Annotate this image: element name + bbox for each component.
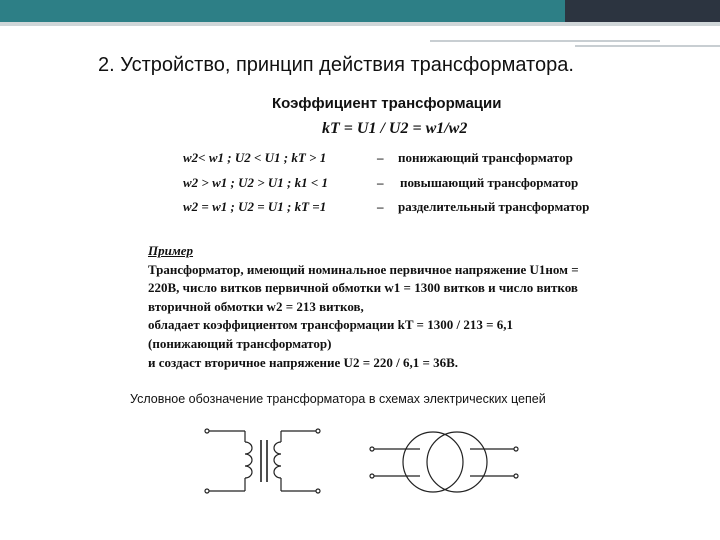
relation-condition: w2 = w1 ; U2 = U1 ; kT =1 [183,199,327,214]
relation-condition: w2< w1 ; U2 < U1 ; kT > 1 [183,150,327,165]
example-line: (понижающий трансформатор) [148,335,332,351]
example-line: Трансформатор, имеющий номинальное первичное напряжение U1ном = [148,261,579,277]
circle-transformer-symbol [370,432,518,492]
coefficient-heading: Коэффициент трансформации [272,95,502,112]
relation-description: разделительный трансформатор [398,199,590,214]
example-heading: Пример [148,243,194,258]
example-line: обладает коэффициентом трансформации kT = 1300 / 213 = 6,1 [148,317,513,333]
relation-condition: w2 > w1 ; U2 > U1 ; k1 < 1 [183,175,328,190]
symbol-caption: Условное обозначение трансформатора в схемах электрических цепей [130,392,546,406]
example-line: вторичной обмотки w2 = 213 витков, [148,298,364,314]
relation-description: повышающий трансформатор [400,175,579,190]
example-line: и создаст вторичное напряжение U2 = 220 / 6,1 = 36В. [148,354,459,370]
relation-dash: – [377,150,384,165]
relation-description: понижающий трансформатор [398,150,573,165]
slide-title: 2. Устройство, принцип действия трансформатора. [98,54,574,76]
relation-dash: – [377,175,384,190]
coil-transformer-symbol [205,429,320,493]
example-line: 220В, число витков первичной обмотки w1 = 1300 витков и число витков [148,280,578,296]
transformation-formula: kT = U1 / U2 = w1/w2 [322,120,468,137]
relation-dash: – [377,199,384,214]
